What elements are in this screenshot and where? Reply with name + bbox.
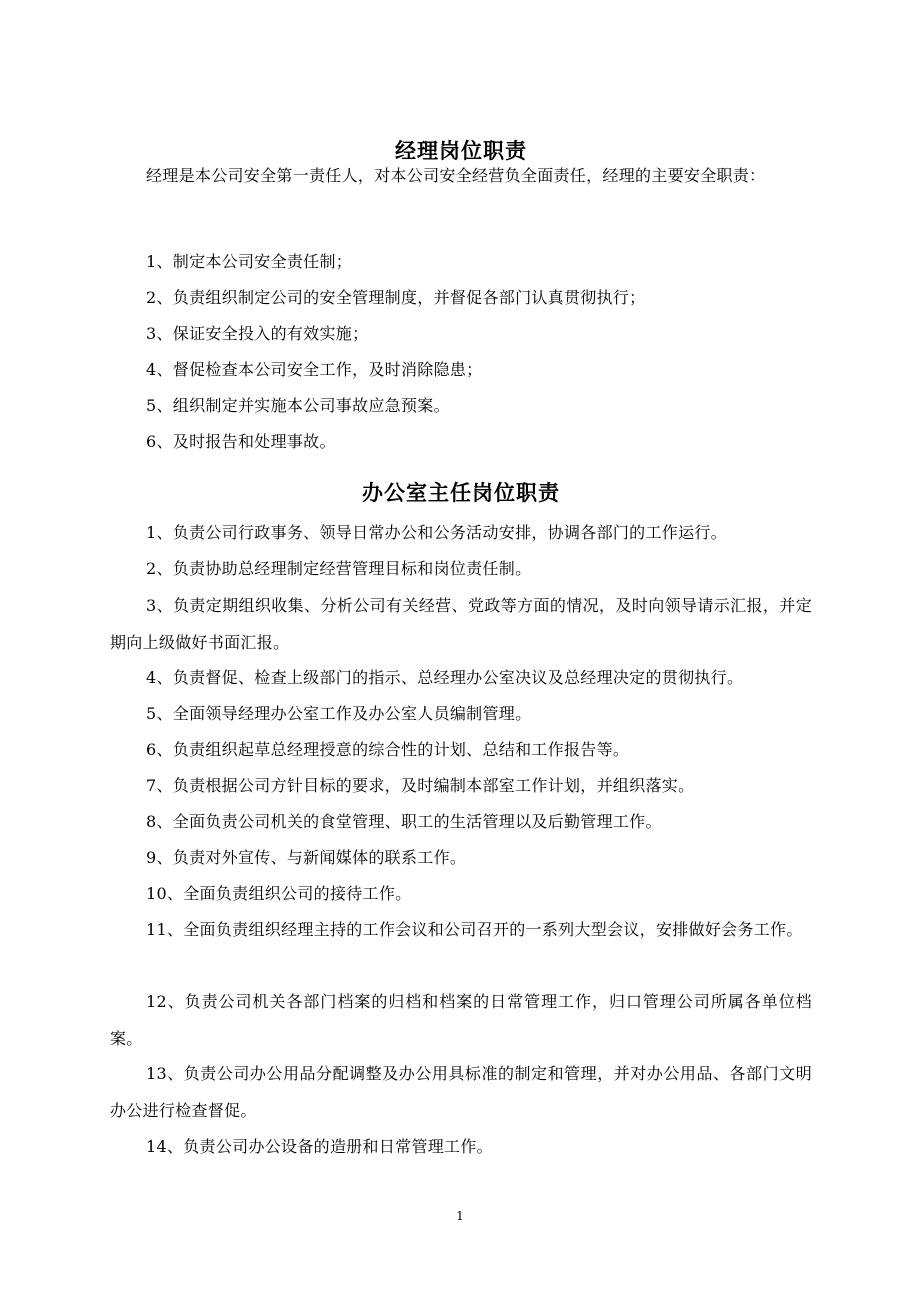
section-title-office-director: 办公室主任岗位职责 <box>362 480 560 505</box>
section-intro-manager: 经理是本公司安全第一责任人，对本公司安全经营负全面责任，经理的主要安全职责： <box>146 166 766 185</box>
list-item: 7、负责根据公司方针目标的要求，及时编制本部室工作计划，并组织落实。 <box>146 776 695 795</box>
list-item: 13、负责公司办公用品分配调整及办公用具标准的制定和管理，并对办公用品、各部门文明办公进行检查督促。 <box>110 1064 812 1120</box>
list-item: 2、负责组织制定公司的安全管理制度，并督促各部门认真贯彻执行； <box>146 288 646 307</box>
list-item: 5、组织制定并实施本公司事故应急预案。 <box>146 396 450 415</box>
list-item: 6、及时报告和处理事故。 <box>146 432 336 451</box>
list-item: 4、督促检查本公司安全工作，及时消除隐患； <box>146 360 483 379</box>
list-item: 5、全面领导经理办公室工作及办公室人员编制管理。 <box>146 704 532 723</box>
list-item: 11、全面负责组织经理主持的工作会议和公司召开的一系列大型会议，安排做好会务工作。 <box>146 920 803 939</box>
list-item: 14、负责公司办公设备的造册和日常管理工作。 <box>146 1137 493 1156</box>
list-item: 3、负责定期组织收集、分析公司有关经营、党政等方面的情况，及时向领导请示汇报，并定期向上级做好书面汇报。 <box>110 596 812 652</box>
list-item: 12、负责公司机关各部门档案的归档和档案的日常管理工作，归口管理公司所属各单位档案。 <box>110 992 812 1048</box>
page-number: 1 <box>456 1209 464 1223</box>
list-item: 8、全面负责公司机关的食堂管理、职工的生活管理以及后勤管理工作。 <box>146 812 662 831</box>
list-item: 10、全面负责组织公司的接待工作。 <box>146 884 412 903</box>
list-item: 6、负责组织起草总经理授意的综合性的计划、总结和工作报告等。 <box>146 740 630 759</box>
list-item: 9、负责对外宣传、与新闻媒体的联系工作。 <box>146 848 467 867</box>
section-title-manager: 经理岗位职责 <box>395 138 527 163</box>
list-item: 4、负责督促、检查上级部门的指示、总经理办公室决议及总经理决定的贯彻执行。 <box>146 668 744 687</box>
list-item: 1、负责公司行政事务、领导日常办公和公务活动安排，协调各部门的工作运行。 <box>146 523 727 542</box>
list-item: 1、制定本公司安全责任制； <box>146 252 353 271</box>
list-item: 2、负责协助总经理制定经营管理目标和岗位责任制。 <box>146 559 532 578</box>
list-item: 3、保证安全投入的有效实施； <box>146 324 369 343</box>
